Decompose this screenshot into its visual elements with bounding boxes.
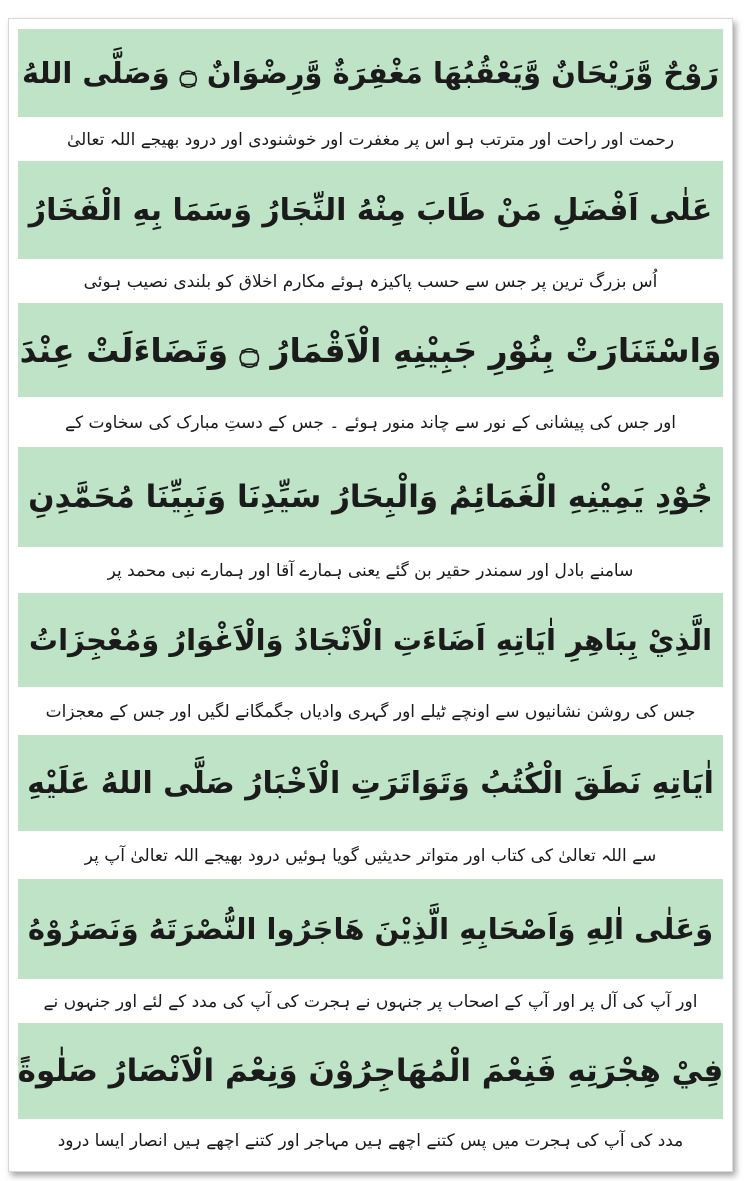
arabic-line-5: الَّذِيْ بِبَاهِرِ اٰيَاتِهِ اَضَاءَتِ الْاَنْجَادُ وَالْاَغْوَارُ وَمُعْجِزَاتُ (18, 593, 723, 687)
arabic-line-1: رَوْحٌ وَّرَيْحَانٌ وَّيَعْقُبُهَا مَغْفِرَةٌ وَّرِضْوَانٌ ۝ وَصَلَّى اللهُ (18, 29, 723, 117)
urdu-translation-1: رحمت اور راحت اور مترتب ہو اس پر مغفرت اور خوشنودی اور درود بھیجے اللہ تعالیٰ (18, 117, 723, 161)
arabic-line-2: عَلٰی اَفْضَلِ مَنْ طَابَ مِنْهُ النِّجَارُ وَسَمَا بِهِ الْفَخَارُ (18, 161, 723, 259)
arabic-line-6: اٰيَاتِهِ نَطَقَ الْكُتُبُ وَتَوَاتَرَتِ الْاَخْبَارُ صَلَّى اللهُ عَلَيْهِ (18, 735, 723, 831)
arabic-line-4: جُوْدِ يَمِيْنِهِ الْغَمَائِمُ وَالْبِحَارُ سَيِّدِنَا وَنَبِيِّنَا مُحَمَّدِنِ (18, 447, 723, 547)
urdu-translation-4: سامنے بادل اور سمندر حقیر بن گئے یعنی ہمارے آقا اور ہمارے نبی محمد پر (18, 547, 723, 593)
arabic-line-3: وَاسْتَنَارَتْ بِنُوْرِ جَبِيْنِهِ الْاَقْمَارُ ۝ وَتَضَاءَلَتْ عِنْدَ (18, 303, 723, 397)
urdu-translation-8: مدد کی آپ کی ہجرت میں پس کتنے اچھے ہیں مہاجر اور کتنے اچھے ہیں انصار ایسا درود (18, 1119, 723, 1161)
text-panel (18, 29, 723, 1161)
urdu-translation-2: اُس بزرگ ترین پر جس سے حسب پاکیزہ ہوئے مکارم اخلاق کو بلندی نصیب ہوئی (18, 259, 723, 303)
urdu-translation-3: اور جس کی پیشانی کے نور سے چاند منور ہوئے ۔ جس کے دستِ مبارک کی سخاوت کے (18, 397, 723, 447)
urdu-translation-6: سے اللہ تعالیٰ کی کتاب اور متواتر حدیثیں گویا ہوئیں درود بھیجے اللہ تعالیٰ آپ پر (18, 831, 723, 879)
arabic-line-8: فِيْ هِجْرَتِهِ فَنِعْمَ الْمُهَاجِرُوْنَ وَنِعْمَ الْاَنْصَارُ صَلٰوةً (18, 1023, 723, 1119)
urdu-translation-7: اور آپ کی آل پر اور آپ کے اصحاب پر جنہوں نے ہجرت کی آپ کی مدد کے لئے اور جنہوں نے (18, 979, 723, 1023)
page-frame (8, 18, 733, 1172)
urdu-translation-5: جس کی روشن نشانیوں سے اونچے ٹیلے اور گہری وادیاں جگمگانے لگیں اور جس کے معجزات (18, 687, 723, 735)
arabic-line-7: وَعَلٰی اٰلِهِ وَاَصْحَابِهِ الَّذِيْنَ هَاجَرُوا النُّصْرَتَهُ وَنَصَرُوْهُ (18, 879, 723, 979)
